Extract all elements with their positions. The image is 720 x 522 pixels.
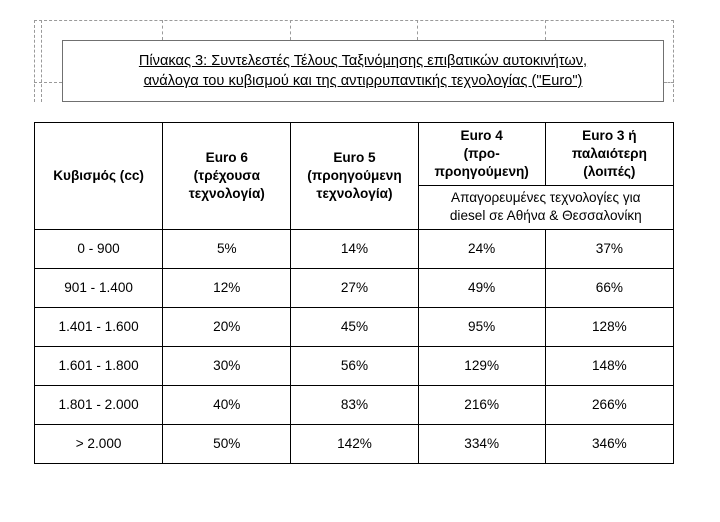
cell-cc: 1.801 - 2.000	[35, 386, 163, 425]
header-euro5-line2: (προηγούμενη	[307, 168, 402, 183]
cell-euro5: 142%	[291, 425, 418, 464]
cell-guide-row-left	[34, 82, 62, 83]
header-euro4	[418, 123, 545, 186]
cell-euro4: 24%	[418, 230, 545, 269]
table-row	[35, 425, 674, 464]
header-euro4-line3: προηγούμενη)	[434, 163, 529, 179]
cell-euro5: 45%	[291, 308, 418, 347]
header-displacement	[35, 123, 163, 230]
header-euro3-line3: (λοιπές)	[583, 163, 636, 179]
header-euro5-line3: τεχνολογία)	[316, 186, 393, 201]
header-euro6-line3: τεχνολογία)	[188, 186, 265, 201]
header-euro6-line2: (τρέχουσα	[193, 168, 260, 183]
header-euro4-line2: (προ-	[463, 145, 500, 161]
cell-euro6: 30%	[163, 347, 291, 386]
cell-euro4: 95%	[418, 308, 545, 347]
cell-cc: 1.401 - 1.600	[35, 308, 163, 347]
cell-euro6: 5%	[163, 230, 291, 269]
header-euro3	[545, 123, 673, 186]
header-euro4-line1: Euro 4	[460, 127, 503, 143]
table-row	[35, 230, 674, 269]
cell-cc: 0 - 900	[35, 230, 163, 269]
diesel-ban-note-line1: Απαγορευμένες τεχνολογίες για	[451, 190, 641, 206]
cell-euro6: 20%	[163, 308, 291, 347]
cell-euro5: 56%	[291, 347, 418, 386]
cell-euro3: 128%	[545, 308, 673, 347]
cell-euro6: 40%	[163, 386, 291, 425]
header-euro5-line1: Euro 5	[333, 150, 376, 165]
table-title	[62, 40, 664, 102]
registration-fee-table	[34, 122, 674, 464]
cell-cc: > 2.000	[35, 425, 163, 464]
cell-euro3: 148%	[545, 347, 673, 386]
header-euro3-line2: παλαιότερη	[571, 145, 647, 161]
cell-guide-left	[34, 20, 35, 102]
table-row	[35, 347, 674, 386]
cell-euro3: 37%	[545, 230, 673, 269]
cell-euro5: 83%	[291, 386, 418, 425]
cell-euro5: 27%	[291, 269, 418, 308]
cell-guide-col4	[417, 20, 418, 40]
cell-euro6: 50%	[163, 425, 291, 464]
cell-cc: 1.601 - 1.800	[35, 347, 163, 386]
cell-guide-col3	[290, 20, 291, 40]
header-euro5	[291, 123, 418, 230]
cell-euro4: 334%	[418, 425, 545, 464]
cell-guide-right	[673, 20, 674, 102]
cell-cc: 901 - 1.400	[35, 269, 163, 308]
header-row	[35, 123, 674, 186]
cell-guide-col5	[545, 20, 546, 40]
cell-guide-col2	[162, 20, 163, 40]
cell-euro3: 266%	[545, 386, 673, 425]
cell-euro5: 14%	[291, 230, 418, 269]
header-euro3-line1: Euro 3 ή	[582, 127, 637, 143]
cell-euro6: 12%	[163, 269, 291, 308]
diesel-ban-note-line2: diesel σε Αθήνα & Θεσσαλονίκη	[449, 208, 642, 224]
table-row	[35, 308, 674, 347]
cell-euro4: 216%	[418, 386, 545, 425]
cell-euro3: 66%	[545, 269, 673, 308]
cell-guide-left-inner	[41, 20, 42, 102]
table-title-line2: ανάλογα του κυβισμού και της αντιρρυπαντικής τεχνολογίας ("Euro")	[143, 73, 583, 89]
table-row	[35, 269, 674, 308]
diesel-ban-note	[418, 185, 673, 229]
table-title-line1: Πίνακας 3: Συντελεστές Τέλους Ταξινόμησης επιβατικών αυτοκινήτων,	[138, 53, 588, 69]
header-euro6	[163, 123, 291, 230]
cell-euro4: 129%	[418, 347, 545, 386]
cell-guide-row-right	[664, 82, 674, 83]
table-row	[35, 386, 674, 425]
cell-euro3: 346%	[545, 425, 673, 464]
header-euro6-line1: Euro 6	[205, 150, 248, 165]
header-displacement-label: Κυβισμός (cc)	[53, 168, 144, 183]
cell-euro4: 49%	[418, 269, 545, 308]
